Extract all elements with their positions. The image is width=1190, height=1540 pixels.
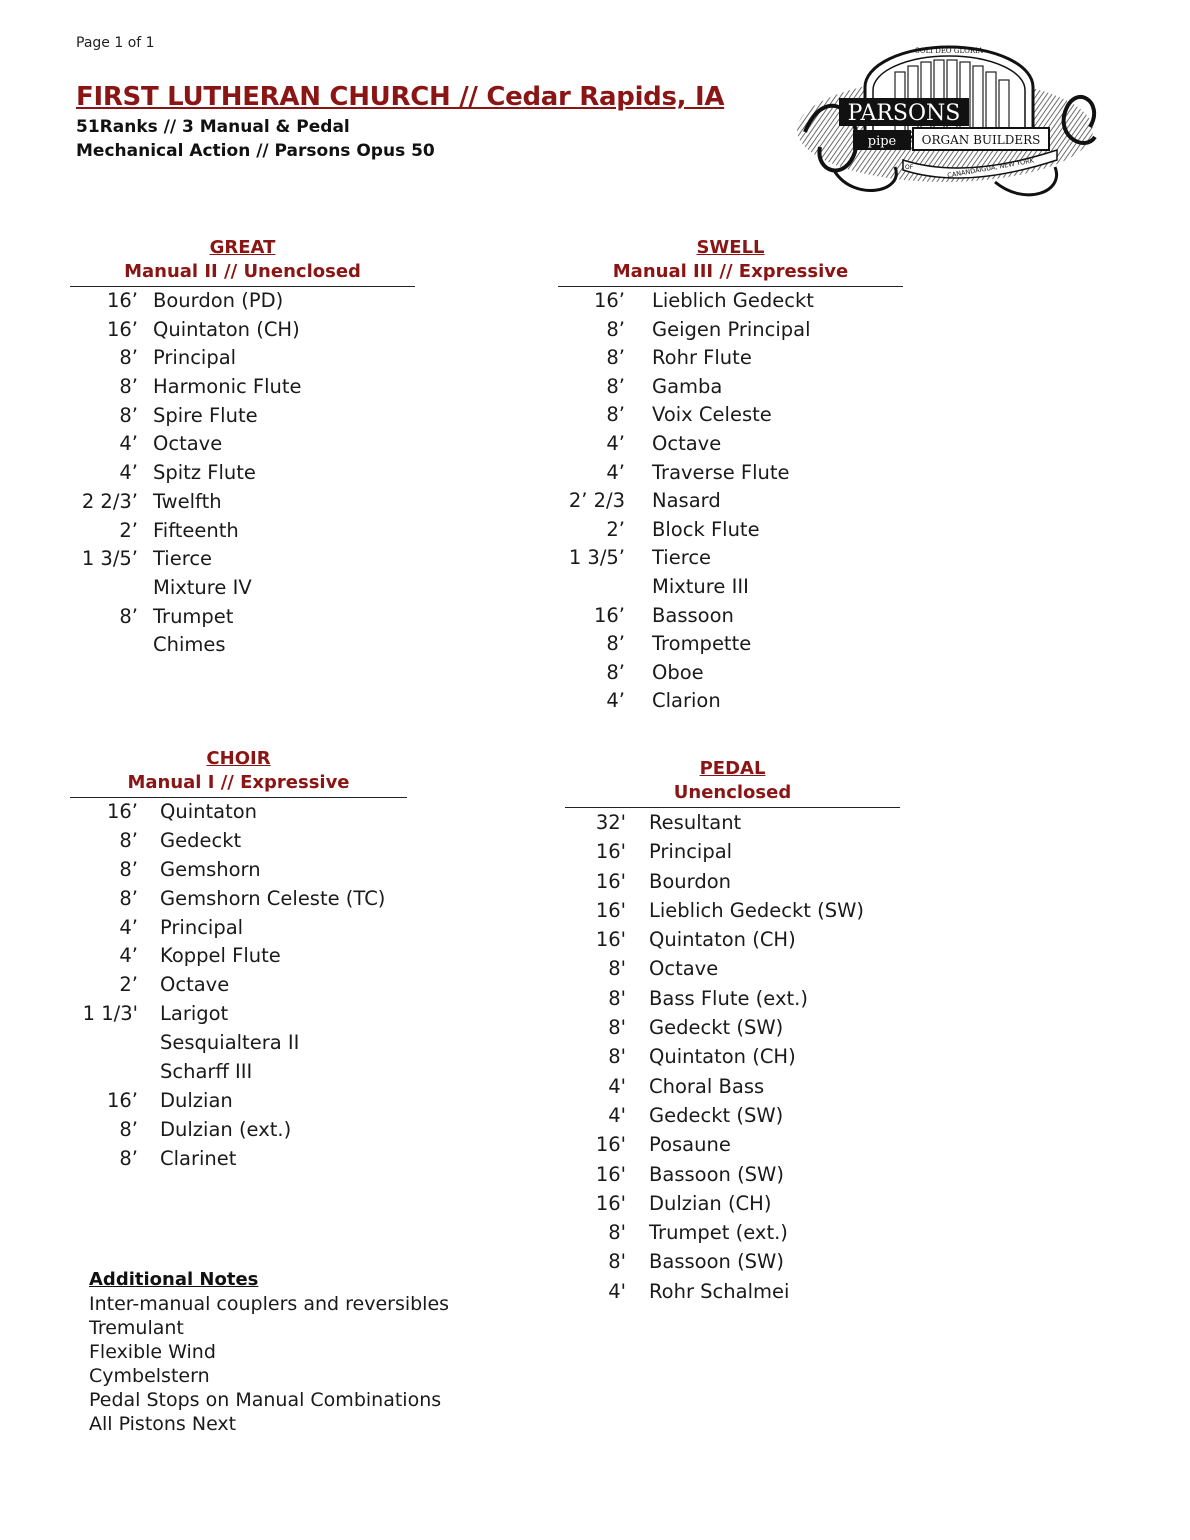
stop-row (558, 344, 903, 373)
stop-name: Principal (153, 346, 237, 370)
stop-row (558, 573, 903, 602)
stop-name: Gemshorn Celeste (TC) (160, 886, 386, 910)
note-item: All Pistons Next (89, 1413, 237, 1435)
stop-pitch (70, 631, 138, 660)
stop-name: Gamba (652, 374, 723, 398)
stop-pitch: 2’ (119, 973, 138, 997)
logo-pipe: pipe (867, 134, 897, 149)
stop-pitch: 4' (608, 1074, 626, 1098)
stop-pitch: 8’ (606, 632, 625, 656)
stop-list (70, 798, 407, 1174)
stop-row (70, 856, 407, 885)
stop-pitch: 8' (608, 957, 626, 981)
stop-row (558, 544, 903, 573)
stop-name: Resultant (649, 811, 742, 834)
stop-name: Gedeckt (SW) (649, 1103, 784, 1127)
stop-row (558, 459, 903, 488)
stop-pitch: 8' (608, 1221, 626, 1245)
stop-row (70, 603, 415, 632)
stop-pitch: 4' (608, 1103, 626, 1127)
stop-row (565, 1160, 900, 1189)
note-item: Tremulant (89, 1317, 184, 1339)
logo-motto: SOLI DEO GLORIA (915, 47, 983, 55)
stop-pitch: 1 1/3' (82, 1002, 138, 1026)
stop-name: Clarion (652, 689, 721, 713)
stop-pitch: 8’ (119, 1117, 138, 1141)
stop-name: Rohr Schalmei (649, 1279, 790, 1303)
stop-name: Dulzian (ext.) (160, 1117, 292, 1141)
stop-row (558, 687, 903, 716)
stop-row (565, 984, 900, 1013)
stop-pitch: 16’ (106, 289, 138, 312)
stop-name: Trompette (652, 632, 752, 656)
stop-pitch: 2’ (119, 518, 138, 542)
stop-pitch: 4’ (119, 432, 138, 456)
stop-pitch: 8' (608, 986, 626, 1010)
note-item: Pedal Stops on Manual Combinations (89, 1389, 442, 1411)
stop-pitch: 4’ (119, 915, 138, 939)
stop-row (565, 1277, 900, 1306)
stop-name: Clarinet (160, 1146, 237, 1170)
stop-row (70, 344, 415, 373)
division-subtitle: Manual I // Expressive (127, 772, 350, 793)
stop-row (70, 373, 415, 402)
stop-row (70, 430, 415, 459)
stop-name: Fifteenth (153, 518, 239, 542)
stop-pitch: 4' (608, 1279, 626, 1303)
stop-name: Octave (649, 957, 719, 981)
stop-row (558, 630, 903, 659)
division-subtitle: Manual II // Unenclosed (124, 261, 361, 282)
stop-pitch: 8' (608, 1045, 626, 1069)
division-great (70, 236, 415, 660)
stop-list (565, 808, 900, 1306)
logo-builders: ORGAN BUILDERS (921, 133, 1041, 147)
stop-pitch: 4’ (119, 461, 138, 485)
stop-name: Koppel Flute (160, 944, 281, 968)
logo-of: OF (905, 164, 914, 171)
stop-pitch: 16' (595, 1162, 626, 1186)
stop-pitch: 16' (595, 898, 626, 922)
stop-name: Traverse Flute (652, 460, 790, 484)
note-item: Cymbelstern (89, 1365, 210, 1387)
stop-pitch: 16’ (106, 1088, 138, 1112)
stop-name: Chimes (153, 633, 226, 657)
stop-row (70, 402, 415, 431)
stop-row (558, 659, 903, 688)
stop-row (70, 1145, 407, 1174)
stop-name: Bourdon (649, 869, 732, 893)
stop-row (70, 971, 407, 1000)
division-subtitle: Manual III // Expressive (612, 261, 849, 282)
stop-row (558, 316, 903, 345)
stop-name: Trumpet (153, 604, 234, 628)
stop-list (70, 287, 415, 660)
stop-row (70, 1000, 407, 1029)
stop-row (565, 1130, 900, 1159)
stop-row (70, 914, 407, 943)
division-choir (70, 747, 407, 1174)
stop-name: Bourdon (PD) (153, 289, 284, 312)
stop-name: Sesquialtera II (160, 1031, 300, 1055)
stop-name: Bassoon (SW) (649, 1250, 784, 1274)
stop-list (558, 287, 903, 716)
stop-pitch (70, 1029, 138, 1058)
stop-row (558, 373, 903, 402)
stop-row (70, 517, 415, 546)
division-swell (558, 236, 903, 716)
stop-name: Voix Celeste (652, 403, 772, 427)
stop-name: Octave (652, 431, 722, 455)
stop-pitch: 16' (595, 1191, 626, 1215)
stop-name: Choral Bass (649, 1074, 765, 1098)
stop-row (70, 287, 415, 316)
stop-name: Bassoon (SW) (649, 1162, 784, 1186)
stop-pitch: 8’ (119, 375, 138, 399)
stop-row (70, 827, 407, 856)
division-name: PEDAL (699, 758, 766, 779)
stop-pitch: 8’ (606, 317, 625, 341)
stop-name: Quintaton (CH) (649, 928, 796, 952)
stop-name: Twelfth (153, 489, 222, 513)
stop-pitch: 4’ (606, 460, 625, 484)
stop-name: Block Flute (652, 517, 760, 541)
stop-name: Bassoon (652, 603, 734, 627)
stop-pitch: 4’ (119, 944, 138, 968)
stop-pitch: 8’ (606, 346, 625, 370)
stop-row (565, 1013, 900, 1042)
stop-pitch: 2’ (606, 517, 625, 541)
stop-name: Gemshorn (160, 857, 261, 881)
stop-row (565, 867, 900, 896)
stop-row (558, 487, 903, 516)
stop-pitch: 4’ (606, 431, 625, 455)
stop-row (565, 896, 900, 925)
stop-name: Lieblich Gedeckt (652, 289, 814, 312)
stop-name: Quintaton (160, 800, 258, 823)
stop-pitch: 16’ (593, 289, 625, 312)
stop-pitch (70, 574, 138, 603)
stop-pitch: 8’ (119, 403, 138, 427)
stop-pitch: 16’ (106, 800, 138, 823)
organ-action: Mechanical Action // Parsons Opus 50 (76, 141, 435, 161)
stop-pitch: 8’ (119, 857, 138, 881)
stop-pitch: 16’ (593, 603, 625, 627)
stop-name: Scharff III (160, 1060, 253, 1084)
stop-pitch: 2 2/3’ (81, 489, 138, 513)
stop-row (565, 1218, 900, 1247)
stop-row (565, 1247, 900, 1276)
parsons-logo (795, 42, 1107, 208)
stop-pitch: 8’ (119, 604, 138, 628)
stop-name: Octave (160, 973, 230, 997)
stop-name: Quintaton (CH) (649, 1045, 796, 1069)
stop-pitch: 8’ (606, 374, 625, 398)
stop-name: Dulzian (CH) (649, 1191, 772, 1215)
stop-row (565, 1072, 900, 1101)
stop-pitch: 8’ (119, 828, 138, 852)
stop-pitch: 1 3/5’ (81, 547, 138, 571)
stop-row (565, 925, 900, 954)
stop-row (70, 316, 415, 345)
stop-row (70, 1058, 407, 1087)
page-title: FIRST LUTHERAN CHURCH // Cedar Rapids, IA (76, 82, 725, 112)
stop-pitch: 8' (608, 1016, 626, 1040)
stop-row (70, 885, 407, 914)
stop-row (558, 602, 903, 631)
stop-name: Rohr Flute (652, 346, 752, 370)
stop-name: Oboe (652, 660, 704, 684)
stop-name: Posaune (649, 1133, 731, 1157)
stop-row (70, 488, 415, 517)
stop-name: Dulzian (160, 1088, 233, 1112)
stop-pitch: 16' (595, 928, 626, 952)
stop-pitch: 8’ (119, 1146, 138, 1170)
notes-title: Additional Notes (89, 1269, 259, 1290)
division-name: CHOIR (206, 748, 271, 769)
division-name: SWELL (696, 237, 765, 258)
stop-name: Nasard (652, 489, 721, 513)
division-pedal (565, 757, 900, 1306)
logo-location: CANANDAIGUA, NEW YORK (946, 156, 1035, 180)
stop-row (565, 808, 900, 837)
stop-pitch (70, 1058, 138, 1087)
stop-name: Octave (153, 432, 223, 456)
stop-pitch: 16' (595, 840, 626, 864)
stop-name: Principal (649, 840, 733, 864)
stop-pitch: 16' (595, 1133, 626, 1157)
stop-row (70, 459, 415, 488)
stop-pitch (558, 573, 625, 602)
division-name: GREAT (209, 237, 276, 258)
additional-notes (89, 1268, 449, 1436)
division-subtitle: Unenclosed (673, 782, 792, 803)
stop-name: Lieblich Gedeckt (SW) (649, 898, 864, 922)
stop-name: Trumpet (ext.) (649, 1221, 788, 1245)
stop-pitch: 8' (608, 1250, 626, 1274)
stop-pitch: 8’ (119, 886, 138, 910)
stop-name: Mixture III (652, 574, 749, 598)
stop-row (558, 401, 903, 430)
stop-name: Gedeckt (160, 828, 242, 852)
stop-row (565, 1189, 900, 1218)
stop-row (70, 798, 407, 827)
stop-name: Larigot (160, 1002, 229, 1026)
stop-name: Tierce (153, 547, 213, 571)
note-item: Inter-manual couplers and reversibles (89, 1293, 450, 1315)
stop-name: Tierce (652, 546, 712, 570)
stop-row (565, 1042, 900, 1071)
stop-row (565, 954, 900, 983)
stop-name: Harmonic Flute (153, 375, 302, 399)
stop-pitch: 32' (595, 811, 626, 834)
stop-row (565, 1101, 900, 1130)
note-item: Flexible Wind (89, 1341, 216, 1363)
organ-size: 51Ranks // 3 Manual & Pedal (76, 117, 350, 137)
stop-pitch: 1 3/5’ (568, 546, 625, 570)
stop-name: Quintaton (CH) (153, 317, 300, 341)
stop-pitch: 8’ (606, 660, 625, 684)
stop-pitch: 16’ (106, 317, 138, 341)
stop-pitch: 8’ (119, 346, 138, 370)
stop-name: Gedeckt (SW) (649, 1016, 784, 1040)
stop-row (70, 631, 415, 660)
stop-pitch: 16' (595, 869, 626, 893)
stop-name: Mixture IV (153, 575, 252, 599)
stop-row (558, 516, 903, 545)
stop-name: Spire Flute (153, 403, 258, 427)
page-number: Page 1 of 1 (76, 35, 155, 51)
stop-name: Spitz Flute (153, 461, 256, 485)
stop-name: Principal (160, 915, 244, 939)
stop-pitch: 2’ 2/3 (568, 489, 625, 513)
stop-row (70, 1116, 407, 1145)
stop-row (558, 287, 903, 316)
stop-row (70, 545, 415, 574)
stop-row (70, 1087, 407, 1116)
stop-row (558, 430, 903, 459)
stop-pitch: 8’ (606, 403, 625, 427)
stop-row (70, 1029, 407, 1058)
logo-brand: PARSONS (847, 101, 961, 126)
stop-name: Geigen Principal (652, 317, 811, 341)
stop-row (565, 837, 900, 866)
stop-pitch: 4’ (606, 689, 625, 713)
stop-row (70, 574, 415, 603)
stop-name: Bass Flute (ext.) (649, 986, 808, 1010)
stop-row (70, 942, 407, 971)
